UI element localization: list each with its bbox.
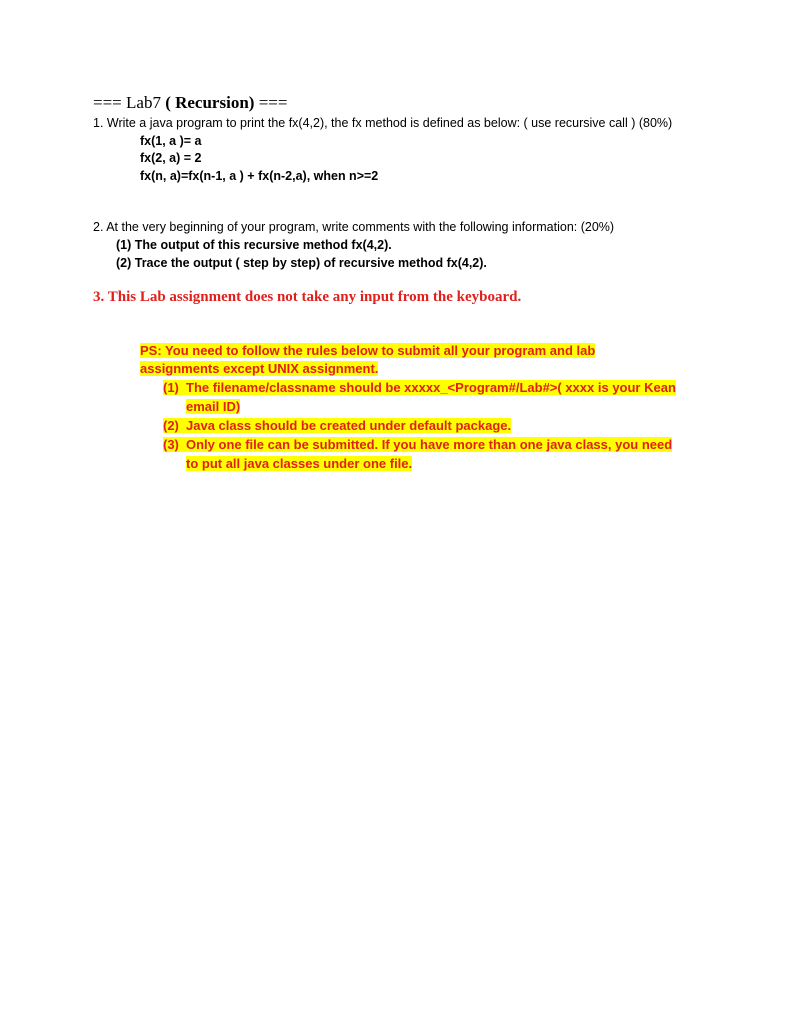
question-2-text: 2. At the very beginning of your program, write comments with the following information: (20%)	[93, 220, 615, 234]
ps-item-1-text-2: email ID)	[186, 399, 241, 414]
question-2-item-2: (2) Trace the output ( step by step) of recursive method fx(4,2).	[116, 256, 487, 270]
question-3-text: 3. This Lab assignment does not take any input from the keyboard.	[93, 289, 522, 305]
ps-item-3	[163, 436, 672, 454]
title-prefix: === Lab7	[93, 93, 166, 112]
ps-line-2-text: assignments except UNIX assignment.	[140, 361, 379, 376]
ps-item-3-continuation	[186, 455, 412, 473]
ps-item-1	[163, 379, 676, 397]
ps-item-1-number: (1)	[163, 380, 179, 395]
ps-item-2	[163, 417, 511, 435]
ps-item-1-text: The filename/classname should be xxxxx_<Program#/Lab#>( xxxx is your Kean	[186, 380, 676, 395]
question-1-text: 1. Write a java program to print the fx(4,2), the fx method is defined as below: ( use recursive call ) (80%)	[93, 116, 673, 130]
ps-line-1	[140, 342, 595, 360]
title-bold: ( Recursion)	[165, 93, 259, 112]
question-2-item-1: (1) The output of this recursive method fx(4,2).	[116, 238, 392, 252]
formula-3: fx(n, a)=fx(n-1, a ) + fx(n-2,a), when n>=2	[140, 169, 379, 183]
ps-item-2-number: (2)	[163, 418, 179, 433]
formula-1: fx(1, a )= a	[140, 134, 202, 148]
formula-2: fx(2, a) = 2	[140, 151, 202, 165]
ps-item-3-text-2: to put all java classes under one file.	[186, 456, 413, 471]
ps-item-3-number: (3)	[163, 437, 179, 452]
ps-line-2	[140, 360, 378, 378]
title-suffix: ===	[258, 93, 288, 112]
ps-line-1-text: PS: You need to follow the rules below to submit all your program and lab	[140, 343, 596, 358]
lab-title	[93, 93, 287, 113]
ps-item-3-text: Only one file can be submitted. If you have more than one java class, you need	[186, 437, 673, 452]
ps-item-1-continuation	[186, 398, 240, 416]
ps-item-2-text: Java class should be created under default package.	[186, 418, 512, 433]
